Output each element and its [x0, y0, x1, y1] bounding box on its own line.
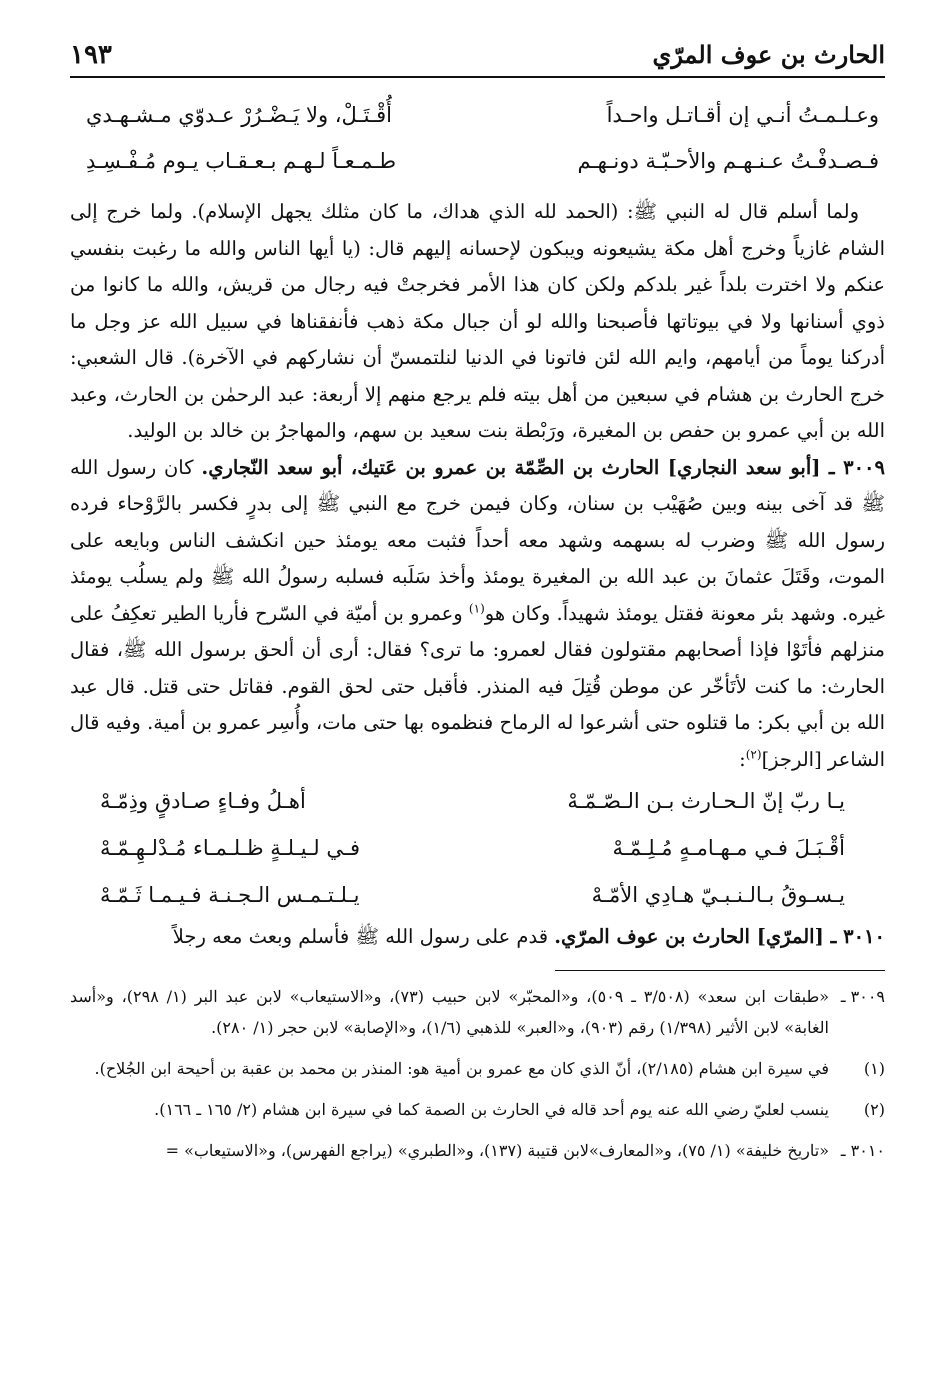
verse-hemistich-right: يـسـوقُ بـالـنـبـيّ هـادِي الأمّـهْ	[591, 883, 845, 907]
footnote-number: (٢)	[863, 1099, 885, 1119]
poem-2	[70, 778, 885, 919]
footnote	[70, 1094, 885, 1125]
body-paragraph: ولما أسلم قال له النبي ﷺ: (الحمد لله الذي هداك، ما كان مثلك يجهل الإسلام). ولما خرج إلى الشام غازياً وخرج أهل مكة يشيعونه ويبكون لإحسانه إليهم قال: (يا أيها الناس والله ما رغبت بنفسي عنكم ولا اخترت بلداً غير بلدكم ولكن كان هذا الأمر فخرجتْ فيه رجال من قريش، والله ما كانوا من ذوي أسنانها ولا في بيوتاتها فأصبحنا والله لو أن جبال مكة ذهب فأنفقناها في سبيل الله عز وجل ما أدركنا يوماً من أيامهم، وايم الله لئن فاتونا في الدنيا لنلتمسنّ أن نشاركهم في الآخرة). قال الشعبي: خرج الحارث بن هشام في سبعين من أهل بيته فلم يرجع منهم إلا أربعة: عبد الرحمٰن بن الحارث، وعبد الله بن أبي عمرو بن حفص بن المغيرة، ورَبْطة بنت سعيد بن سهم، والمهاجرُ بن خالد بن الوليد.	[70, 200, 885, 442]
verse-hemistich-left: أُقْـتَـلْ، ولا يَـضْـرُرْ عـدوّي مـشـهـدي	[86, 103, 392, 127]
verse-hemistich-right: يـا ربّ إنّ الـحـارث بـن الـصّـمّـهْ	[567, 789, 845, 813]
poem-1	[70, 92, 885, 184]
footnote-text: في سيرة ابن هشام (٢/١٨٥)، أنّ الذي كان مع عمرو بن أمية هو: المنذر بن محمد بن عقبة بن أحيحة ابن الجُلاح).	[94, 1058, 829, 1078]
verse-hemistich-right: فـصـدفْـتُ عـنـهـم والأحـبّـة دونـهـم	[577, 149, 879, 173]
verse-hemistich-left: طـمـعـاً لـهـم بـعـقـاب يـوم مُـفْـسِـدِ	[86, 149, 397, 173]
footnote-ref: (١)	[468, 601, 485, 615]
verse-hemistich-left: أهـلُ وفـاءٍ صـادقٍ وذِمّـهْ	[100, 789, 306, 813]
verse-hemistich-left: يـلـتـمـس الـجـنـة فـيـمـا ثَـمّـهْ	[100, 883, 360, 907]
verse-line	[70, 778, 885, 825]
entry-text: وعمرو بن أميّة في السّرح فأريا الطير تعكِفُ على منزلهم فأتَوْا فإذا أصحابهم مقتولون فقال لعمرو: ما ترى؟ فقال: أرى أن ألحق برسول الله ﷺ، فقال الحارث: ما كنت لأتَأخّر عن موطن قُتِلَ فيه المنذر. فأقبل حتى لحق القوم. فقاتل حتى قتل. قال عبد الله بن أبي بكر: ما قتلوه حتى أشرعوا له الرماح فنظموه بها حتى مات، وأُسِر عمرو بن أمية. وفيه قال الشاعر [الرجز]	[70, 601, 885, 771]
footnotes	[70, 981, 885, 1166]
running-header	[70, 40, 885, 78]
footnote-number: ٣٠١٠ ـ	[840, 1140, 885, 1160]
footnote	[70, 1135, 885, 1166]
verse-line	[70, 138, 885, 184]
entry-heading: ٣٠١٠ ـ [المرّي] الحارث بن عوف المرّي.	[554, 925, 885, 948]
footnote	[70, 981, 885, 1043]
verse-hemistich-right: وعـلـمـتُ أنـي إن أقـاتـل واحـداً	[606, 103, 879, 127]
footnote	[70, 1053, 885, 1084]
entry-text: كان رسول الله ﷺ قد آخى بينه وبين صُهَيْب بن سنان، وكان فيمن خرج مع النبي ﷺ إلى بدرٍ فكسر بالرَّوْحاء فرده رسول الله ﷺ وضرب له بسهمه وشهد معه أحداً فثبت معه يومئذ حين انكشف الناس وبايعه على الموت، وقَتَلَ عثمانَ بن عبد الله بن المغيرة يومئذ وأخذ سَلَبه فسلبه رسولُ الله ﷺ ولم يسلُب يومئذ غيره. وشهد بئر معونة فقتل يومئذ شهيداً. وكان هو	[70, 455, 885, 625]
entry-text: :	[739, 747, 746, 771]
page-number: ١٩٣	[70, 40, 112, 70]
footnote-ref: (٢)	[745, 747, 762, 761]
entry-heading: ٣٠٠٩ ـ [أبو سعد النجاري] الحارث بن الصِّمّة بن عمرو بن عَتيك، أبو سعد النّجاري.	[201, 455, 885, 479]
entry-text: قدم على رسول الله ﷺ فأسلم وبعث معه رجلاً	[172, 925, 555, 948]
footnote-text: «تاريخ خليفة» (١/ ٧٥)، و«المعارف»لابن قتيبة (١٣٧)، و«الطبري» (يراجع الفهرس)، و«الاستيعاب» =	[165, 1140, 829, 1160]
footnote-number: ٣٠٠٩ ـ	[840, 986, 885, 1006]
entry-3010	[70, 919, 885, 956]
footnote-separator	[555, 970, 885, 971]
entry-3009	[70, 450, 885, 779]
footnote-text: ينسب لعليّ رضي الله عنه يوم أحد قاله في الحارث بن الصمة كما في سيرة ابن هشام (٢/ ١٦٥ ـ ١٦٦).	[154, 1099, 829, 1119]
verse-hemistich-right: أقْـبَـلَ فـي مـهـامـهٍ مُـلِـمّـهْ	[612, 836, 845, 860]
verse-line	[70, 825, 885, 872]
footnote-number: (١)	[863, 1058, 885, 1078]
footnote-text: «طبقات ابن سعد» (٣/٥٠٨ ـ ٥٠٩)، و«المحبّر» لابن حبيب (٧٣)، و«الاستيعاب» لابن عبد البر (١/ ٢٩٨)، و«أسد الغابة» لابن الأثير (١/٣٩٨) رقم (٩٠٣)، و«العبر» للذهبي (١/٦)، و«الإصابة» لابن حجر (١/ ٢٨٠).	[70, 986, 830, 1037]
verse-hemistich-left: فـي لـيـلـةٍ ظـلـمـاء مُـدْلـهِـمّـهْ	[100, 836, 361, 860]
verse-line	[70, 92, 885, 138]
verse-line	[70, 872, 885, 919]
running-title: الحارث بن عوف المرّي	[652, 40, 885, 69]
